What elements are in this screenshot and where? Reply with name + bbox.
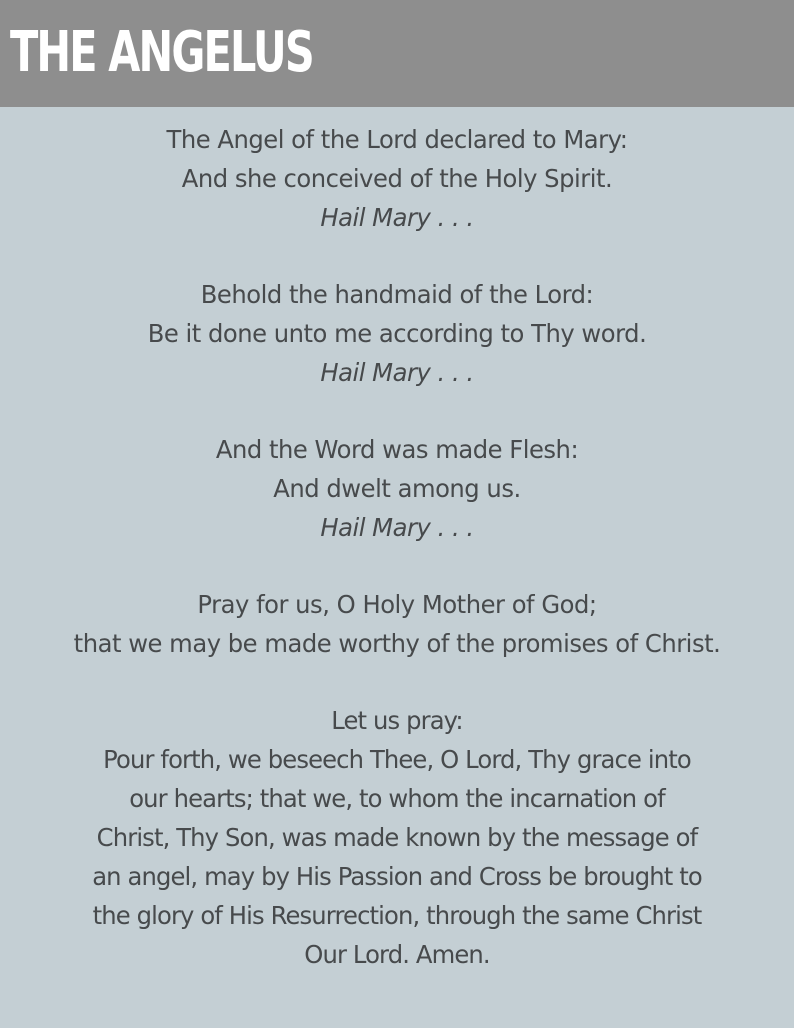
hail-mary-response: Hail Mary . . . <box>320 513 474 542</box>
closing-prayer-line: Pour forth, we beseech Thee, O Lord, Thy grace into <box>103 745 691 774</box>
stanza-line: And dwelt among us. <box>273 474 521 503</box>
title-bar <box>0 0 794 107</box>
closing-prayer-line: Our Lord. Amen. <box>304 940 490 969</box>
prayer-text <box>0 120 794 1012</box>
stanza-line: Pray for us, O Holy Mother of God; <box>197 590 597 619</box>
stanza-3 <box>0 430 794 547</box>
hail-mary-response: Hail Mary . . . <box>320 203 474 232</box>
stanza-line: The Angel of the Lord declared to Mary: <box>166 125 628 154</box>
closing-prayer-line: the glory of His Resurrection, through the same Christ <box>92 901 702 930</box>
closing-prayer <box>0 701 794 974</box>
stanza-line: that we may be made worthy of the promises of Christ. <box>73 629 721 658</box>
stanza-2 <box>0 275 794 392</box>
page-title: THE ANGELUS <box>10 20 313 85</box>
stanza-line: And the Word was made Flesh: <box>215 435 579 464</box>
closing-prayer-intro: Let us pray: <box>331 706 463 735</box>
closing-prayer-line: an angel, may by His Passion and Cross be brought to <box>92 862 702 891</box>
stanza-line: Be it done unto me according to Thy word. <box>147 319 647 348</box>
stanza-4 <box>0 585 794 663</box>
closing-prayer-line: our hearts; that we, to whom the incarnation of <box>129 784 665 813</box>
stanza-1 <box>0 120 794 237</box>
stanza-line: And she conceived of the Holy Spirit. <box>181 164 613 193</box>
stanza-line: Behold the handmaid of the Lord: <box>200 280 594 309</box>
closing-prayer-line: Christ, Thy Son, was made known by the message of <box>96 823 698 852</box>
hail-mary-response: Hail Mary . . . <box>320 358 474 387</box>
